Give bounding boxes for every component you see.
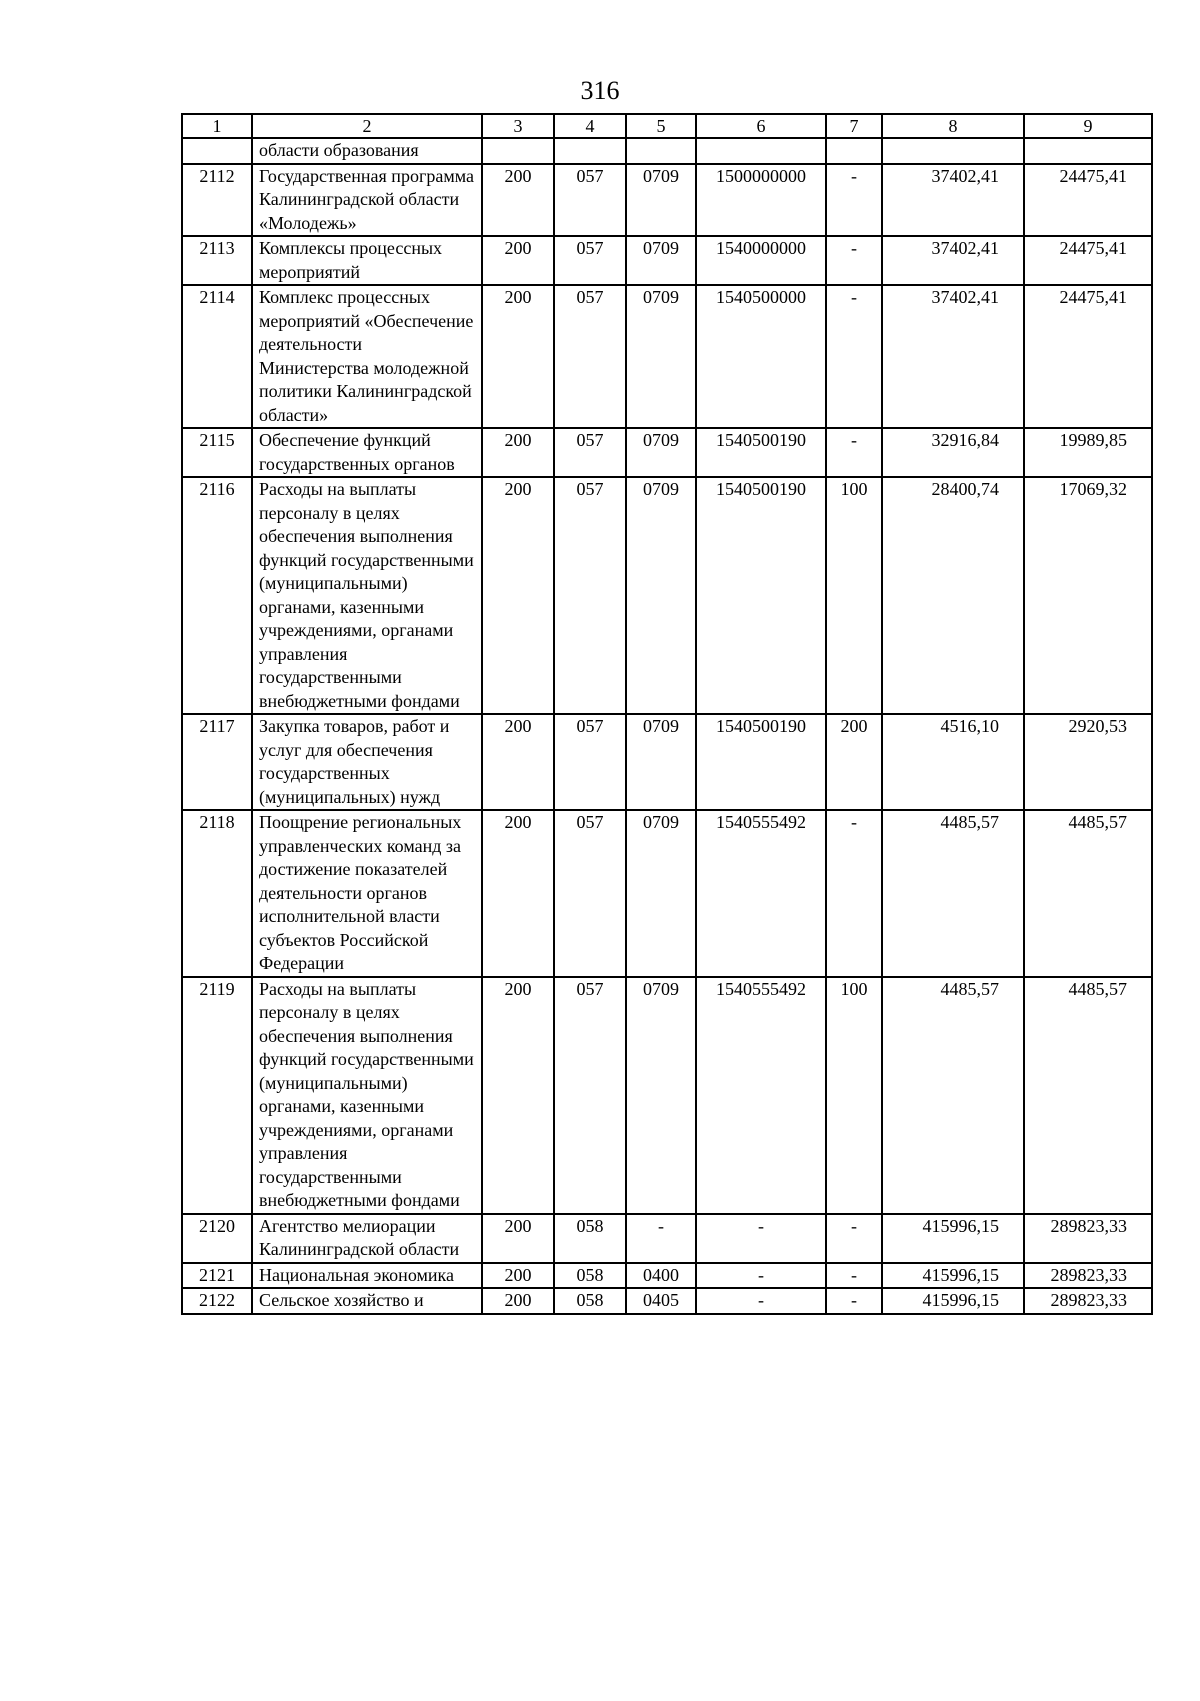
cell-col3: 200	[482, 1288, 554, 1314]
row-description: области образования	[252, 138, 482, 164]
cell-col5: 0405	[626, 1288, 696, 1314]
cell-col4: 058	[554, 1288, 626, 1314]
row-description: Национальная экономика	[252, 1263, 482, 1289]
col-header: 9	[1024, 114, 1152, 138]
cell-col8: 28400,74	[882, 477, 1024, 714]
row-number: 2122	[182, 1288, 252, 1314]
row-description: Обеспечение функций государственных органов	[252, 428, 482, 477]
row-number: 2117	[182, 714, 252, 810]
col-header: 4	[554, 114, 626, 138]
col-header: 6	[696, 114, 826, 138]
cell-col8: 415996,15	[882, 1214, 1024, 1263]
row-number: 2114	[182, 285, 252, 428]
cell-col8: 4485,57	[882, 977, 1024, 1214]
cell-col5: 0709	[626, 236, 696, 285]
cell-col6: -	[696, 1263, 826, 1289]
table-row	[182, 164, 1152, 237]
cell-col4: 057	[554, 428, 626, 477]
cell-col7: -	[826, 285, 882, 428]
cell-col6	[696, 138, 826, 164]
cell-col3: 200	[482, 236, 554, 285]
cell-col3: 200	[482, 977, 554, 1214]
cell-col9: 289823,33	[1024, 1288, 1152, 1314]
cell-col7: -	[826, 236, 882, 285]
cell-col4: 057	[554, 714, 626, 810]
table-row	[182, 428, 1152, 477]
cell-col3: 200	[482, 477, 554, 714]
row-description: Расходы на выплаты персоналу в целях обеспечения выполнения функций государственными (муниципальными) органами, казенными учреждениями, органами управления государственными внебюджетными фондами	[252, 477, 482, 714]
cell-col3: 200	[482, 285, 554, 428]
col-header: 5	[626, 114, 696, 138]
table-row	[182, 1214, 1152, 1263]
cell-col8: 37402,41	[882, 236, 1024, 285]
col-header: 2	[252, 114, 482, 138]
cell-col8: 415996,15	[882, 1263, 1024, 1289]
cell-col7: -	[826, 1263, 882, 1289]
cell-col8: 37402,41	[882, 285, 1024, 428]
cell-col7: 100	[826, 977, 882, 1214]
cell-col9: 24475,41	[1024, 164, 1152, 237]
col-header: 3	[482, 114, 554, 138]
budget-table	[181, 113, 1153, 1315]
cell-col4: 057	[554, 285, 626, 428]
row-number: 2120	[182, 1214, 252, 1263]
cell-col8: 37402,41	[882, 164, 1024, 237]
cell-col9: 24475,41	[1024, 285, 1152, 428]
cell-col7: 200	[826, 714, 882, 810]
col-header: 1	[182, 114, 252, 138]
cell-col4: 057	[554, 164, 626, 237]
cell-col4: 057	[554, 810, 626, 977]
cell-col3: 200	[482, 714, 554, 810]
cell-col9	[1024, 138, 1152, 164]
row-description: Расходы на выплаты персоналу в целях обеспечения выполнения функций государственными (муниципальными) органами, казенными учреждениями, органами управления государственными внебюджетными фондами	[252, 977, 482, 1214]
cell-col8: 32916,84	[882, 428, 1024, 477]
cell-col5: 0709	[626, 714, 696, 810]
cell-col6: 1540500190	[696, 477, 826, 714]
cell-col3	[482, 138, 554, 164]
cell-col4: 057	[554, 236, 626, 285]
row-description: Комплекс процессных мероприятий «Обеспечение деятельности Министерства молодежной политики Калининградской области»	[252, 285, 482, 428]
row-number: 2112	[182, 164, 252, 237]
row-description: Государственная программа Калининградской области «Молодежь»	[252, 164, 482, 237]
cell-col8: 4485,57	[882, 810, 1024, 977]
cell-col5: 0709	[626, 977, 696, 1214]
cell-col4	[554, 138, 626, 164]
cell-col5: -	[626, 1214, 696, 1263]
cell-col5	[626, 138, 696, 164]
table-row	[182, 138, 1152, 164]
cell-col6: -	[696, 1288, 826, 1314]
table-row	[182, 1288, 1152, 1314]
cell-col9: 24475,41	[1024, 236, 1152, 285]
cell-col5: 0709	[626, 428, 696, 477]
row-number: 2113	[182, 236, 252, 285]
cell-col4: 058	[554, 1214, 626, 1263]
cell-col7	[826, 138, 882, 164]
cell-col9: 2920,53	[1024, 714, 1152, 810]
cell-col7: 100	[826, 477, 882, 714]
row-description: Закупка товаров, работ и услуг для обеспечения государственных (муниципальных) нужд	[252, 714, 482, 810]
cell-col3: 200	[482, 428, 554, 477]
cell-col3: 200	[482, 1263, 554, 1289]
row-number	[182, 138, 252, 164]
cell-col5: 0709	[626, 285, 696, 428]
row-number: 2116	[182, 477, 252, 714]
cell-col9: 17069,32	[1024, 477, 1152, 714]
cell-col5: 0709	[626, 164, 696, 237]
cell-col7: -	[826, 1214, 882, 1263]
cell-col8: 4516,10	[882, 714, 1024, 810]
table-row	[182, 977, 1152, 1214]
cell-col4: 058	[554, 1263, 626, 1289]
cell-col6: 1540500190	[696, 428, 826, 477]
cell-col6: 1540000000	[696, 236, 826, 285]
table-row	[182, 810, 1152, 977]
row-number: 2121	[182, 1263, 252, 1289]
cell-col5: 0709	[626, 810, 696, 977]
col-header: 8	[882, 114, 1024, 138]
table-row	[182, 236, 1152, 285]
cell-col7: -	[826, 164, 882, 237]
cell-col7: -	[826, 1288, 882, 1314]
cell-col7: -	[826, 810, 882, 977]
cell-col9: 4485,57	[1024, 977, 1152, 1214]
cell-col6: 1540555492	[696, 977, 826, 1214]
table-header-row	[182, 114, 1152, 138]
cell-col5: 0400	[626, 1263, 696, 1289]
cell-col8: 415996,15	[882, 1288, 1024, 1314]
cell-col9: 19989,85	[1024, 428, 1152, 477]
table-row	[182, 285, 1152, 428]
cell-col4: 057	[554, 477, 626, 714]
row-number: 2118	[182, 810, 252, 977]
page-number: 316	[580, 76, 620, 105]
table-row	[182, 477, 1152, 714]
row-number: 2119	[182, 977, 252, 1214]
cell-col5: 0709	[626, 477, 696, 714]
col-header: 7	[826, 114, 882, 138]
cell-col6: -	[696, 1214, 826, 1263]
cell-col3: 200	[482, 1214, 554, 1263]
cell-col6: 1540500000	[696, 285, 826, 428]
row-number: 2115	[182, 428, 252, 477]
row-description: Сельское хозяйство и	[252, 1288, 482, 1314]
row-description: Комплексы процессных мероприятий	[252, 236, 482, 285]
table-row	[182, 714, 1152, 810]
cell-col9: 289823,33	[1024, 1214, 1152, 1263]
cell-col6: 1500000000	[696, 164, 826, 237]
cell-col7: -	[826, 428, 882, 477]
cell-col3: 200	[482, 810, 554, 977]
cell-col8	[882, 138, 1024, 164]
row-description: Поощрение региональных управленческих команд за достижение показателей деятельности органов исполнительной власти субъектов Российской Федерации	[252, 810, 482, 977]
cell-col9: 4485,57	[1024, 810, 1152, 977]
cell-col4: 057	[554, 977, 626, 1214]
cell-col6: 1540500190	[696, 714, 826, 810]
cell-col3: 200	[482, 164, 554, 237]
row-description: Агентство мелиорации Калининградской области	[252, 1214, 482, 1263]
cell-col9: 289823,33	[1024, 1263, 1152, 1289]
cell-col6: 1540555492	[696, 810, 826, 977]
table-row	[182, 1263, 1152, 1289]
